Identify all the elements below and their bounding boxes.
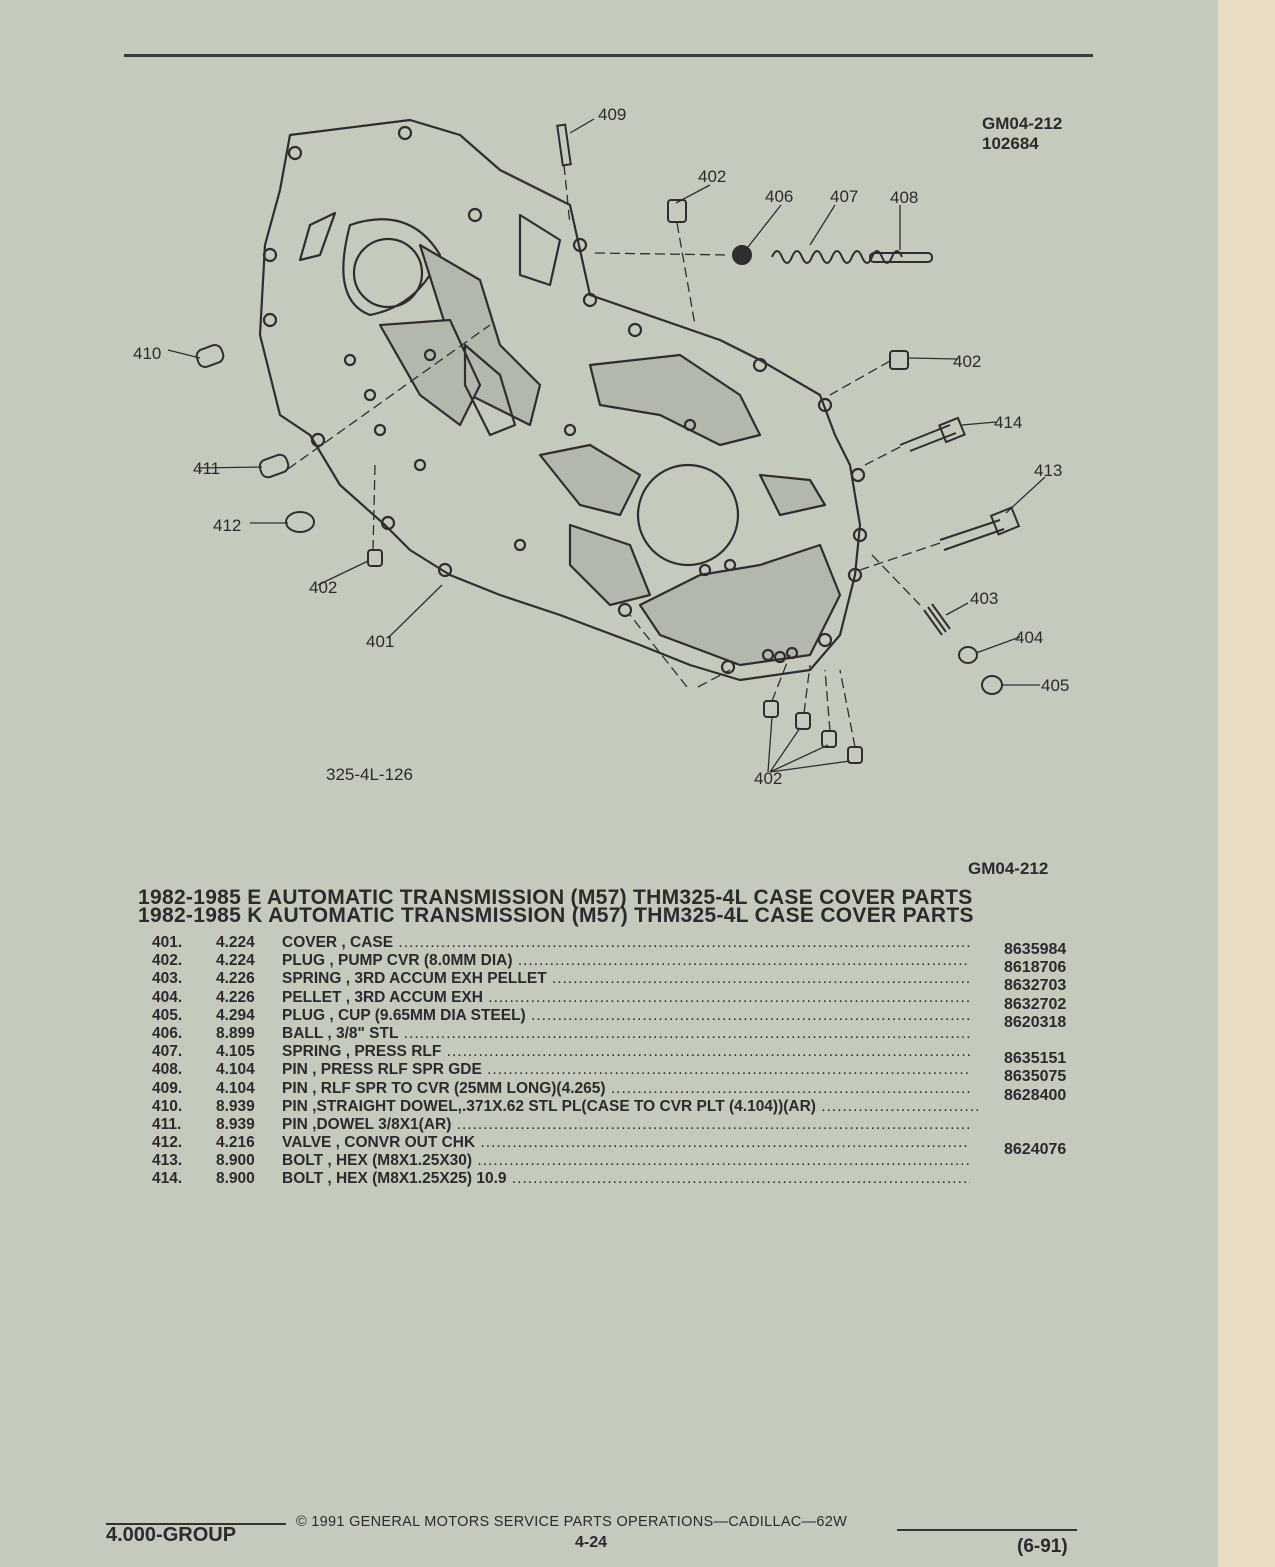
footer-group: 4.000-GROUP [106, 1524, 237, 1546]
group-number: 4.224 [216, 952, 255, 970]
part-description: PELLET , 3RD ACCUM EXH ..... [282, 989, 970, 1007]
footer-rule-right [897, 1529, 1077, 1531]
group-number: 4.294 [216, 1006, 255, 1024]
callout-402: 402 [309, 578, 338, 597]
parts-list-row [150, 934, 1090, 958]
callout-406: 406 [765, 187, 794, 206]
footer-copyright: © 1991 GENERAL MOTORS SERVICE PARTS OPERATIONS—CADILLAC—62W [296, 1514, 848, 1530]
parts-list-row [150, 988, 1090, 1013]
part-description: BOLT , HEX (M8X1.25X25) 10.9 ..... [282, 1170, 970, 1188]
pin-409 [557, 125, 570, 166]
item-number: 402. [152, 952, 183, 970]
part-description: COVER , CASE ..... [282, 934, 970, 952]
illustration-ref-code: GM04-212 [982, 114, 1063, 133]
part-description: BOLT , HEX (M8X1.25X30) ..... [282, 1152, 970, 1170]
item-number: 410. [152, 1097, 183, 1115]
group-number: 8.899 [216, 1024, 255, 1042]
parts-list-row [150, 1061, 1090, 1086]
part-number: 8635151 [1004, 1050, 1067, 1068]
plug-402-left [368, 550, 382, 566]
callout-412: 412 [213, 516, 242, 535]
group-number: 8.900 [216, 1152, 255, 1170]
parts-list-row [150, 1079, 1090, 1104]
part-description: SPRING , 3RD ACCUM EXH PELLET ..... [282, 970, 970, 988]
item-number: 413. [152, 1152, 183, 1170]
item-number: 414. [152, 1170, 183, 1188]
item-number: 412. [152, 1134, 183, 1152]
part-number: 8635984 [1004, 941, 1067, 958]
footer-date-code: (6-91) [1017, 1536, 1068, 1557]
group-number: 4.224 [216, 934, 255, 951]
part-description: PIN ,STRAIGHT DOWEL,.371X.62 STL PL(CASE TO CVR PLT (4.104))(AR) ..... [282, 1098, 980, 1116]
group-number: 8.939 [216, 1097, 255, 1115]
part-number: 8620318 [1004, 1013, 1067, 1031]
callout-401: 401 [366, 632, 395, 651]
callout-408: 408 [890, 188, 919, 207]
parts-list-row [150, 1098, 1090, 1116]
exploded-view-diagram [120, 95, 1100, 815]
callout-403: 403 [970, 589, 999, 608]
valve-412 [286, 512, 314, 532]
parts-list-row [150, 1116, 1090, 1134]
item-number: 409. [152, 1079, 183, 1097]
group-number: 4.104 [216, 1079, 255, 1097]
header-rule [124, 54, 1093, 57]
callout-407: 407 [830, 187, 859, 206]
group-number: 4.216 [216, 1134, 255, 1152]
part-description: PIN , RLF SPR TO CVR (25MM LONG)(4.265) ..... [282, 1080, 970, 1098]
part-number: 8635075 [1004, 1068, 1067, 1086]
group-number: 4.104 [216, 1061, 255, 1079]
part-number: 8624076 [1004, 1141, 1067, 1159]
callout-411: 411 [193, 459, 221, 478]
item-number: 404. [152, 988, 183, 1006]
callout-404: 404 [1015, 628, 1044, 647]
spring-403 [924, 604, 950, 635]
pin-410 [195, 343, 226, 369]
part-description: BALL , 3/8" STL ..... [282, 1025, 970, 1043]
section-title: 1982-1985 E AUTOMATIC TRANSMISSION (M57) THM325-4L CASE COVER PARTS [138, 886, 973, 909]
plug-405 [982, 676, 1002, 694]
part-description: PIN ,DOWEL 3/8X1(AR) ..... [282, 1116, 970, 1134]
ball-406 [733, 246, 751, 264]
illustration-ref-number: 102684 [982, 134, 1039, 153]
plug-402-top [668, 200, 686, 222]
section-titles [138, 886, 974, 927]
part-description: PLUG , CUP (9.65MM DIA STEEL) ..... [282, 1007, 970, 1025]
callout-402: 402 [698, 167, 727, 186]
item-number: 406. [152, 1024, 183, 1042]
part-number: 8632703 [1004, 977, 1067, 995]
parts-list-row [150, 952, 1090, 977]
group-number: 4.226 [216, 988, 255, 1006]
callout-409: 409 [598, 105, 627, 124]
page-number: 4-24 [575, 1534, 608, 1551]
parts-list-row [150, 1134, 1090, 1159]
parts-list-row [150, 1043, 1090, 1068]
bolt-414 [900, 425, 956, 451]
item-number: 411. [152, 1115, 182, 1133]
group-number: 8.900 [216, 1170, 255, 1188]
plug-402-right [890, 351, 908, 369]
parts-list-row [150, 1152, 1090, 1170]
callout-402: 402 [754, 769, 783, 788]
part-number: 8618706 [1004, 959, 1067, 977]
section-title: 1982-1985 K AUTOMATIC TRANSMISSION (M57) THM325-4L CASE COVER PARTS [138, 904, 974, 927]
parts-list [150, 934, 1090, 1189]
parts-list-row [150, 1025, 1090, 1043]
section-ref-code: GM04-212 [968, 859, 1049, 878]
item-number: 405. [152, 1006, 183, 1024]
callout-414: 414 [994, 413, 1023, 432]
part-number: 8628400 [1004, 1086, 1067, 1104]
part-description: PIN , PRESS RLF SPR GDE ..... [282, 1061, 970, 1079]
callout-405: 405 [1041, 676, 1070, 695]
parts-list-row [150, 1006, 1090, 1031]
part-number: 8632702 [1004, 995, 1067, 1013]
item-number: 408. [152, 1061, 183, 1079]
item-number: 403. [152, 970, 183, 988]
part-description: SPRING , PRESS RLF ..... [282, 1043, 970, 1061]
pin-411 [258, 453, 290, 479]
item-number: 407. [152, 1043, 183, 1061]
parts-list-row [150, 970, 1090, 995]
part-description: VALVE , CONVR OUT CHK ..... [282, 1134, 970, 1152]
group-number: 8.939 [216, 1115, 255, 1133]
callout-413: 413 [1034, 461, 1063, 480]
callout-410: 410 [133, 344, 162, 363]
item-number: 401. [152, 934, 183, 951]
parts-list-row [150, 1170, 1090, 1188]
group-number: 4.105 [216, 1043, 255, 1061]
pellet-404 [959, 647, 977, 663]
callout-402: 402 [953, 352, 982, 371]
drawing-id: 325-4L-126 [326, 765, 413, 784]
part-description: PLUG , PUMP CVR (8.0MM DIA) ..... [282, 952, 970, 970]
group-number: 4.226 [216, 970, 255, 988]
